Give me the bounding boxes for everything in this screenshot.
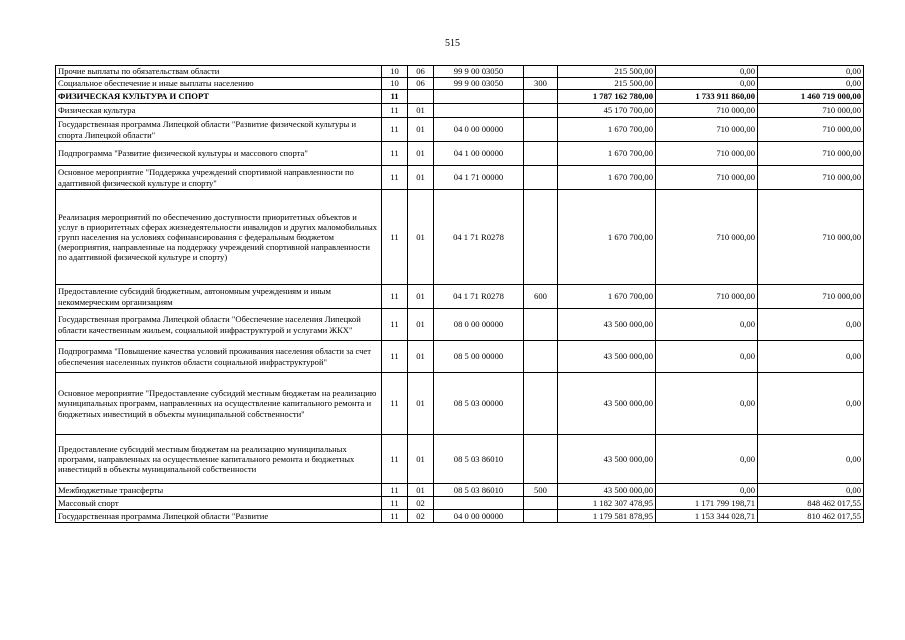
row-expense-type [524,341,558,373]
row-subsection [408,90,434,104]
row-amount-year1: 1 670 700,00 [558,285,656,309]
row-section: 11 [382,510,408,523]
row-target-code: 04 1 71 R0278 [434,190,524,285]
table-row [56,90,864,104]
row-expense-type [524,497,558,510]
row-amount-year3: 710 000,00 [758,190,864,285]
row-subsection: 06 [408,78,434,90]
row-target-code: 08 5 00 00000 [434,341,524,373]
row-amount-year2: 1 153 344 028,71 [656,510,758,523]
row-amount-year2: 710 000,00 [656,190,758,285]
row-amount-year2: 710 000,00 [656,285,758,309]
table-row [56,66,864,78]
table-row [56,510,864,523]
row-subsection: 02 [408,510,434,523]
row-target-code: 99 9 00 03050 [434,66,524,78]
row-amount-year1: 43 500 000,00 [558,373,656,435]
table-row [56,341,864,373]
table-row [56,78,864,90]
row-amount-year1: 43 500 000,00 [558,309,656,341]
row-name: Основное мероприятие "Поддержка учреждений спортивной направленности по адаптивной физической культуре и спорту" [56,166,382,190]
row-expense-type [524,66,558,78]
row-name: ФИЗИЧЕСКАЯ КУЛЬТУРА И СПОРТ [56,90,382,104]
row-subsection: 01 [408,104,434,118]
row-amount-year3: 710 000,00 [758,104,864,118]
row-name: Подпрограмма "Развитие физической культуры и массового спорта" [56,142,382,166]
row-amount-year1: 215 500,00 [558,78,656,90]
row-amount-year3: 0,00 [758,435,864,484]
row-target-code: 04 1 71 00000 [434,166,524,190]
row-amount-year2: 1 733 911 860,00 [656,90,758,104]
table-row [56,373,864,435]
row-amount-year2: 0,00 [656,435,758,484]
row-expense-type [524,142,558,166]
row-amount-year2: 710 000,00 [656,142,758,166]
row-section: 11 [382,190,408,285]
row-amount-year2: 710 000,00 [656,118,758,142]
row-amount-year1: 43 500 000,00 [558,435,656,484]
row-amount-year2: 0,00 [656,484,758,497]
row-amount-year2: 1 171 799 198,71 [656,497,758,510]
table-row [56,166,864,190]
row-subsection: 01 [408,341,434,373]
row-section: 10 [382,78,408,90]
row-amount-year1: 215 500,00 [558,66,656,78]
budget-table [55,65,864,523]
row-subsection: 01 [408,373,434,435]
row-amount-year1: 1 670 700,00 [558,142,656,166]
row-amount-year2: 0,00 [656,373,758,435]
row-subsection: 01 [408,142,434,166]
row-amount-year3: 710 000,00 [758,285,864,309]
row-expense-type [524,190,558,285]
row-name: Государственная программа Липецкой области "Обеспечение населения Липецкой области качественным жильем, социальной инфраструктурой и услугами ЖКХ" [56,309,382,341]
row-name: Государственная программа Липецкой области "Развитие физической культуры и спорта Липецкой области" [56,118,382,142]
row-amount-year1: 1 182 307 478,95 [558,497,656,510]
row-target-code: 08 5 03 86010 [434,435,524,484]
row-section: 11 [382,166,408,190]
row-section: 11 [382,435,408,484]
row-amount-year3: 1 460 719 000,00 [758,90,864,104]
row-name: Физическая культура [56,104,382,118]
row-name: Государственная программа Липецкой области "Развитие [56,510,382,523]
row-amount-year2: 0,00 [656,78,758,90]
row-section: 11 [382,484,408,497]
row-amount-year1: 43 500 000,00 [558,484,656,497]
row-target-code: 08 5 03 86010 [434,484,524,497]
row-expense-type: 600 [524,285,558,309]
row-section: 11 [382,341,408,373]
row-subsection: 01 [408,484,434,497]
row-amount-year3: 710 000,00 [758,166,864,190]
row-amount-year2: 0,00 [656,309,758,341]
table-row [56,104,864,118]
row-target-code: 08 0 00 00000 [434,309,524,341]
row-target-code: 04 0 00 00000 [434,118,524,142]
row-amount-year2: 710 000,00 [656,104,758,118]
row-expense-type [524,373,558,435]
row-subsection: 01 [408,309,434,341]
row-amount-year3: 0,00 [758,484,864,497]
row-expense-type [524,166,558,190]
row-section: 11 [382,285,408,309]
row-amount-year2: 710 000,00 [656,166,758,190]
row-target-code [434,497,524,510]
row-name: Социальное обеспечение и иные выплаты населению [56,78,382,90]
table-row [56,190,864,285]
table-row [56,142,864,166]
row-target-code: 08 5 03 00000 [434,373,524,435]
row-name: Основное мероприятие "Предоставление субсидий местным бюджетам на реализацию муниципальных программ, направленных на осуществление капитального ремонта и бюджетных инвестиций в объекты муниципальной собственности" [56,373,382,435]
row-section: 11 [382,497,408,510]
row-subsection: 01 [408,285,434,309]
row-section: 11 [382,118,408,142]
table-row [56,435,864,484]
row-amount-year3: 710 000,00 [758,118,864,142]
row-amount-year3: 848 462 017,55 [758,497,864,510]
row-section: 11 [382,309,408,341]
row-subsection: 01 [408,435,434,484]
row-amount-year3: 0,00 [758,66,864,78]
row-target-code [434,90,524,104]
row-amount-year3: 0,00 [758,341,864,373]
row-section: 10 [382,66,408,78]
row-subsection: 06 [408,66,434,78]
row-amount-year3: 810 462 017,55 [758,510,864,523]
row-expense-type: 500 [524,484,558,497]
row-name: Массовый спорт [56,497,382,510]
row-name: Предоставление субсидий местным бюджетам на реализацию муниципальных программ, направленных на осуществление капитального ремонта и бюджетных инвестиций в объекты муниципальной собственности [56,435,382,484]
row-amount-year1: 1 670 700,00 [558,190,656,285]
row-section: 11 [382,90,408,104]
row-name: Предоставление субсидий бюджетным, автономным учреждениям и иным некоммерческим организациям [56,285,382,309]
row-amount-year1: 1 670 700,00 [558,166,656,190]
table-row [56,497,864,510]
table-row [56,118,864,142]
row-expense-type [524,309,558,341]
row-amount-year3: 710 000,00 [758,142,864,166]
row-amount-year1: 43 500 000,00 [558,341,656,373]
page-number: 515 [445,38,460,49]
row-section: 11 [382,373,408,435]
row-amount-year2: 0,00 [656,66,758,78]
row-expense-type [524,510,558,523]
row-section: 11 [382,104,408,118]
row-amount-year3: 0,00 [758,373,864,435]
table-row [56,309,864,341]
row-target-code [434,104,524,118]
row-amount-year1: 1 179 581 878,95 [558,510,656,523]
row-section: 11 [382,142,408,166]
row-name: Подпрограмма "Повышение качества условий проживания населения области за счет обеспечения населенных пунктов области социальной инфраструктурой" [56,341,382,373]
row-expense-type [524,118,558,142]
row-subsection: 01 [408,118,434,142]
row-expense-type [524,104,558,118]
row-target-code: 04 1 00 00000 [434,142,524,166]
row-name: Прочие выплаты по обязательствам области [56,66,382,78]
row-name: Реализация мероприятий по обеспечению доступности приоритетных объектов и услуг в приоритетных сферах жизнедеятельности инвалидов и других маломобильных групп населения на условиях софинансирования с федеральным бюджетом (мероприятия, направленные на поддержку учреждений спортивной направленности по адаптивной физической культуре и спорту) [56,190,382,285]
row-amount-year3: 0,00 [758,309,864,341]
row-amount-year1: 1 670 700,00 [558,118,656,142]
row-amount-year2: 0,00 [656,341,758,373]
row-expense-type [524,90,558,104]
row-subsection: 01 [408,166,434,190]
row-target-code: 99 9 00 03050 [434,78,524,90]
row-target-code: 04 0 00 00000 [434,510,524,523]
row-expense-type: 300 [524,78,558,90]
row-amount-year1: 45 170 700,00 [558,104,656,118]
table-row [56,285,864,309]
row-subsection: 02 [408,497,434,510]
row-name: Межбюджетные трансферты [56,484,382,497]
row-expense-type [524,435,558,484]
row-amount-year3: 0,00 [758,78,864,90]
row-amount-year1: 1 787 162 780,00 [558,90,656,104]
table-row [56,484,864,497]
row-subsection: 01 [408,190,434,285]
row-target-code: 04 1 71 R0278 [434,285,524,309]
